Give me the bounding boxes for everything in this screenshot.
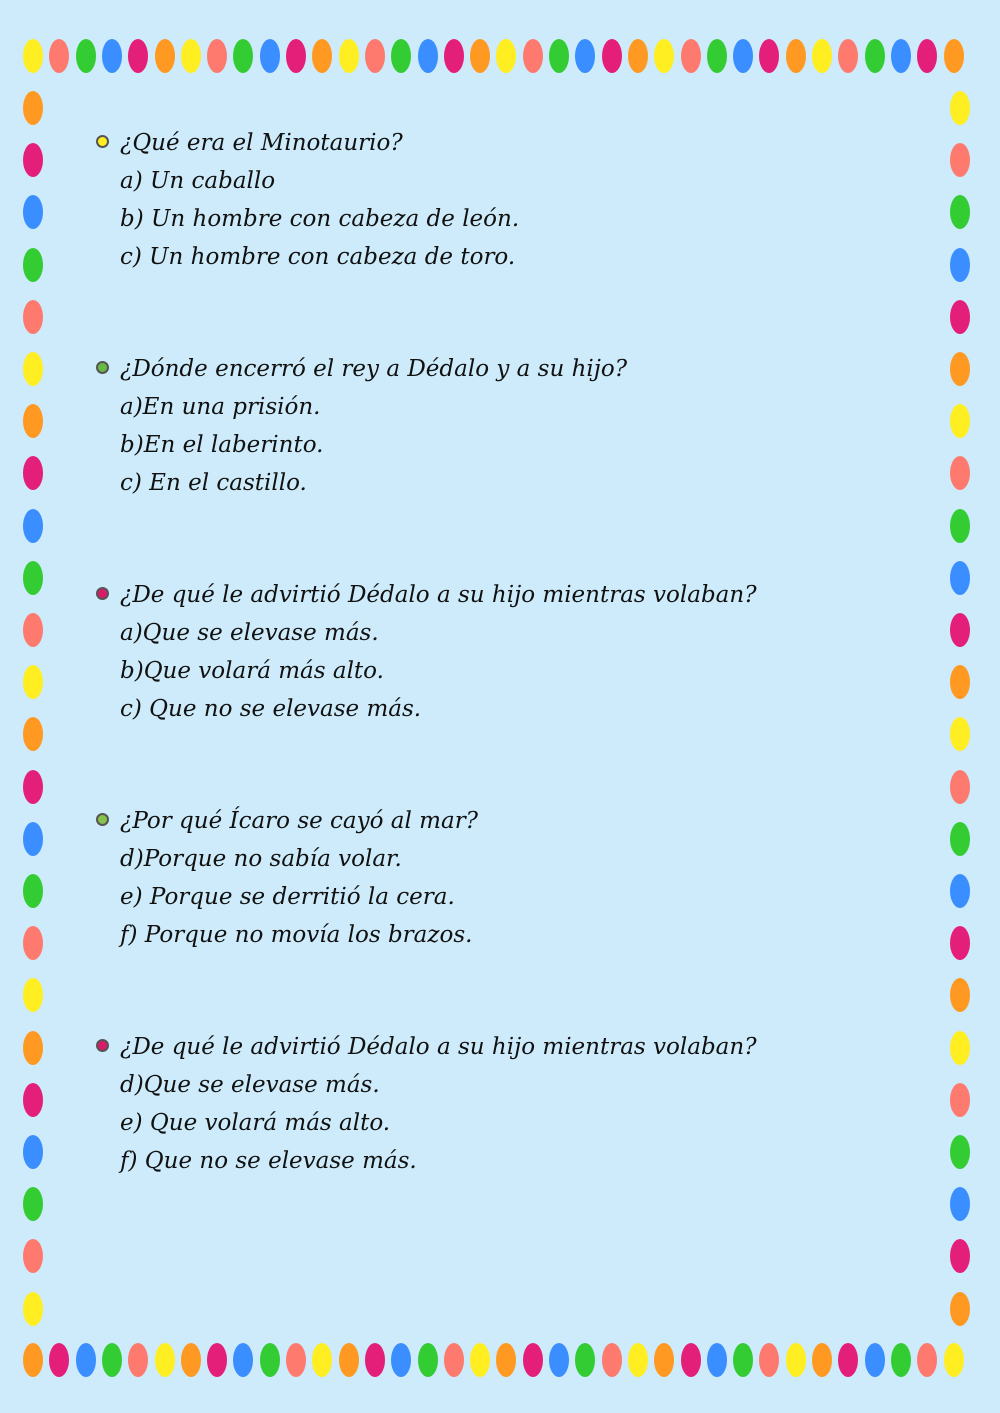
border-dot (23, 978, 43, 1012)
border-dot (286, 39, 306, 73)
question-5 (96, 1028, 757, 1180)
question-2-option-c[interactable]: c) En el castillo. (120, 470, 307, 496)
border-dot (365, 1343, 385, 1377)
border-dot (575, 1343, 595, 1377)
border-dot (470, 39, 490, 73)
border-dot (950, 1239, 970, 1273)
border-dot (917, 39, 937, 73)
question-4-option-f[interactable]: f) Porque no movía los brazos. (120, 922, 473, 948)
border-dot (23, 665, 43, 699)
border-dot (260, 39, 280, 73)
border-dot (23, 717, 43, 751)
border-dot (707, 1343, 727, 1377)
border-dot (23, 1292, 43, 1326)
border-dot (23, 1343, 43, 1377)
border-dot (950, 978, 970, 1012)
bullet-icon (96, 361, 109, 374)
question-1-option-a[interactable]: a) Un caballo (120, 168, 276, 194)
border-dot (391, 1343, 411, 1377)
border-dot (950, 143, 970, 177)
border-dot (917, 1343, 937, 1377)
border-dot (950, 1187, 970, 1221)
question-3-option-c[interactable]: c) Que no se elevase más. (120, 696, 422, 722)
bullet-icon (96, 135, 109, 148)
border-dot (865, 1343, 885, 1377)
border-dot (102, 39, 122, 73)
border-dot (23, 1135, 43, 1169)
border-dot (950, 1031, 970, 1065)
border-dot (155, 1343, 175, 1377)
border-dot (950, 509, 970, 543)
border-dot (950, 1135, 970, 1169)
border-dot (838, 39, 858, 73)
border-dot (286, 1343, 306, 1377)
question-3-text: ¿De qué le advirtió Dédalo a su hijo mientras volaban? (120, 582, 757, 608)
border-dot (128, 1343, 148, 1377)
question-5-text: ¿De qué le advirtió Dédalo a su hijo mientras volaban? (120, 1034, 757, 1060)
border-dot (496, 1343, 516, 1377)
question-2-option-a[interactable]: a)En una prisión. (120, 394, 321, 420)
border-dot (23, 1187, 43, 1221)
border-dot (339, 1343, 359, 1377)
border-dot (181, 1343, 201, 1377)
border-dot (602, 39, 622, 73)
border-dot (944, 1343, 964, 1377)
border-dot (786, 39, 806, 73)
border-dot (786, 1343, 806, 1377)
border-dot (891, 39, 911, 73)
question-1-option-b[interactable]: b) Un hombre con cabeza de león. (120, 206, 520, 232)
border-dot (207, 39, 227, 73)
question-1-text: ¿Qué era el Minotaurio? (120, 130, 403, 156)
border-dot (654, 1343, 674, 1377)
border-dot (23, 91, 43, 125)
border-dot (950, 456, 970, 490)
border-dot (365, 39, 385, 73)
border-dot (23, 1031, 43, 1065)
border-dot (23, 300, 43, 334)
border-dot (950, 926, 970, 960)
question-1 (96, 124, 519, 276)
border-dot (23, 39, 43, 73)
question-1-line (96, 124, 519, 162)
question-4 (96, 802, 479, 954)
question-3-line (96, 576, 757, 614)
border-dot (681, 1343, 701, 1377)
border-dot (49, 39, 69, 73)
question-2 (96, 350, 628, 502)
border-dot (950, 91, 970, 125)
border-dot (944, 39, 964, 73)
border-dot (549, 1343, 569, 1377)
border-dot (23, 926, 43, 960)
border-dot (950, 1292, 970, 1326)
border-dot (233, 39, 253, 73)
border-dot (207, 1343, 227, 1377)
border-dot (549, 39, 569, 73)
border-dot (950, 613, 970, 647)
border-dot (707, 39, 727, 73)
border-dot (628, 1343, 648, 1377)
question-3-option-b[interactable]: b)Que volará más alto. (120, 658, 384, 684)
border-dot (950, 195, 970, 229)
border-dot (628, 39, 648, 73)
border-dot (260, 1343, 280, 1377)
border-dot (602, 1343, 622, 1377)
border-dot (23, 874, 43, 908)
border-dot (49, 1343, 69, 1377)
border-dot (523, 39, 543, 73)
question-2-option-b[interactable]: b)En el laberinto. (120, 432, 324, 458)
border-dot (418, 39, 438, 73)
border-dot (575, 39, 595, 73)
border-dot (950, 248, 970, 282)
border-dot (950, 300, 970, 334)
border-dot (470, 1343, 490, 1377)
border-dot (23, 195, 43, 229)
question-3-option-a[interactable]: a)Que se elevase más. (120, 620, 379, 646)
bullet-icon (96, 587, 109, 600)
border-dot (23, 404, 43, 438)
question-5-line (96, 1028, 757, 1066)
border-dot (102, 1343, 122, 1377)
border-dot (838, 1343, 858, 1377)
border-dot (950, 717, 970, 751)
border-dot (76, 1343, 96, 1377)
border-dot (339, 39, 359, 73)
bullet-icon (96, 813, 109, 826)
border-dot (950, 770, 970, 804)
border-dot (950, 874, 970, 908)
border-dot (418, 1343, 438, 1377)
border-dot (128, 39, 148, 73)
border-dot (444, 39, 464, 73)
border-dot (23, 822, 43, 856)
question-4-line (96, 802, 479, 840)
border-dot (23, 770, 43, 804)
question-3 (96, 576, 757, 728)
border-dot (23, 561, 43, 595)
border-dot (312, 39, 332, 73)
question-5-option-e[interactable]: e) Que volará más alto. (120, 1110, 391, 1136)
border-dot (23, 456, 43, 490)
border-dot (23, 143, 43, 177)
border-dot (23, 1083, 43, 1117)
border-dot (496, 39, 516, 73)
border-dot (950, 665, 970, 699)
question-5-option-d[interactable]: d)Que se elevase más. (120, 1072, 380, 1098)
border-dot (733, 39, 753, 73)
question-4-option-d[interactable]: d)Porque no sabía volar. (120, 846, 402, 872)
question-5-option-f[interactable]: f) Que no se elevase más. (120, 1148, 417, 1174)
border-dot (759, 39, 779, 73)
question-2-line (96, 350, 628, 388)
border-dot (523, 1343, 543, 1377)
border-dot (891, 1343, 911, 1377)
border-dot (391, 39, 411, 73)
question-2-text: ¿Dónde encerró el rey a Dédalo y a su hijo? (120, 356, 628, 382)
border-dot (950, 404, 970, 438)
border-dot (181, 39, 201, 73)
border-dot (681, 39, 701, 73)
border-dot (76, 39, 96, 73)
border-dot (812, 1343, 832, 1377)
border-dot (444, 1343, 464, 1377)
question-1-option-c[interactable]: c) Un hombre con cabeza de toro. (120, 244, 516, 270)
border-dot (865, 39, 885, 73)
border-dot (23, 509, 43, 543)
border-dot (950, 561, 970, 595)
border-dot (23, 352, 43, 386)
border-dot (312, 1343, 332, 1377)
border-dot (155, 39, 175, 73)
border-dot (23, 248, 43, 282)
border-dot (23, 1239, 43, 1273)
question-4-option-e[interactable]: e) Porque se derritió la cera. (120, 884, 455, 910)
border-dot (950, 822, 970, 856)
border-dot (950, 352, 970, 386)
question-4-text: ¿Por qué Ícaro se cayó al mar? (120, 808, 479, 834)
border-dot (23, 613, 43, 647)
border-dot (733, 1343, 753, 1377)
bullet-icon (96, 1039, 109, 1052)
border-dot (812, 39, 832, 73)
border-dot (654, 39, 674, 73)
border-dot (950, 1083, 970, 1117)
border-dot (233, 1343, 253, 1377)
border-dot (759, 1343, 779, 1377)
